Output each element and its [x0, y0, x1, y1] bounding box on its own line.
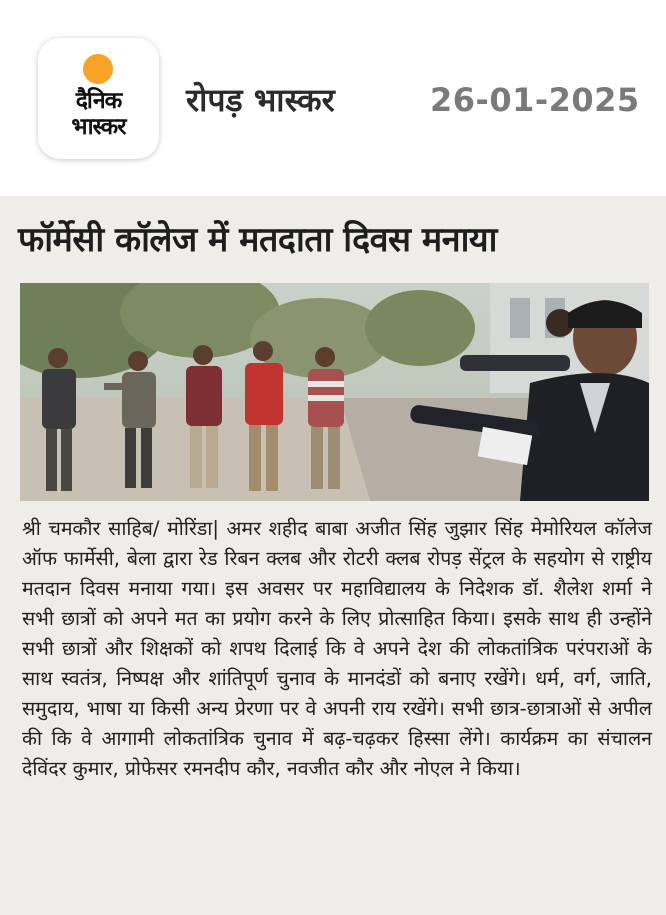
article-body: श्री चमकौर साहिब/ मोरिंडा| अमर शहीद बाबा अजीत सिंह जुझार सिंह मेमोरियल कॉलेज ऑफ फार्मेसी, बेला द्वारा रेड रिबन क्लब और रोटरी क्लब रोपड़ सेंट्रल के सहयोग से राष्ट्रीय मतदान दिवस मनाया गया। इस अवसर पर महाविद्यालय के निदेशक डॉ. शैलेश शर्मा ने सभी छात्रों को अपने मत का प्रयोग करने के लिए प्रोत्साहित किया। इसके साथ ही उन्होंने सभी छात्रों और शिक्षकों को शपथ दिलाई कि वे अपने देश की लोकतांत्रिक परंपराओं के साथ स्वतंत्र, निष्पक्ष और शांतिपूर्ण चुनाव के मानदंडों को बनाए रखेंगे। धर्म, वर्ग, जाति, समुदाय, भाषा या किसी अन्य प्रेरणा पर वे अपनी राय रखेंगे। सभी छात्र-छात्राओं से अपील की कि वे आगामी लोकतांत्रिक चुनाव में बढ़-चढ़कर हिस्सा लेंगे। कार्यक्रम का संचालन देविंदर कुमार, प्रोफेसर रमनदीप कौर, नवजीत कौर और नोएल ने किया।: [22, 517, 652, 780]
edition-name: रोपड़ भास्कर: [186, 81, 335, 119]
logo-text-line2: भास्कर: [71, 114, 126, 140]
app-header: [0, 0, 666, 190]
edition-date: 26-01-2025: [430, 81, 640, 119]
logo-text-line1: दैनिक: [75, 88, 122, 114]
sun-icon: [83, 54, 113, 84]
dainik-bhaskar-logo[interactable]: [38, 38, 159, 159]
news-clipping: [0, 196, 666, 915]
photo-voter-pledge: [20, 283, 649, 501]
article-headline: फॉर्मेसी कॉलेज में मतदाता दिवस मनाया: [18, 220, 497, 260]
article-photo: [20, 283, 649, 501]
